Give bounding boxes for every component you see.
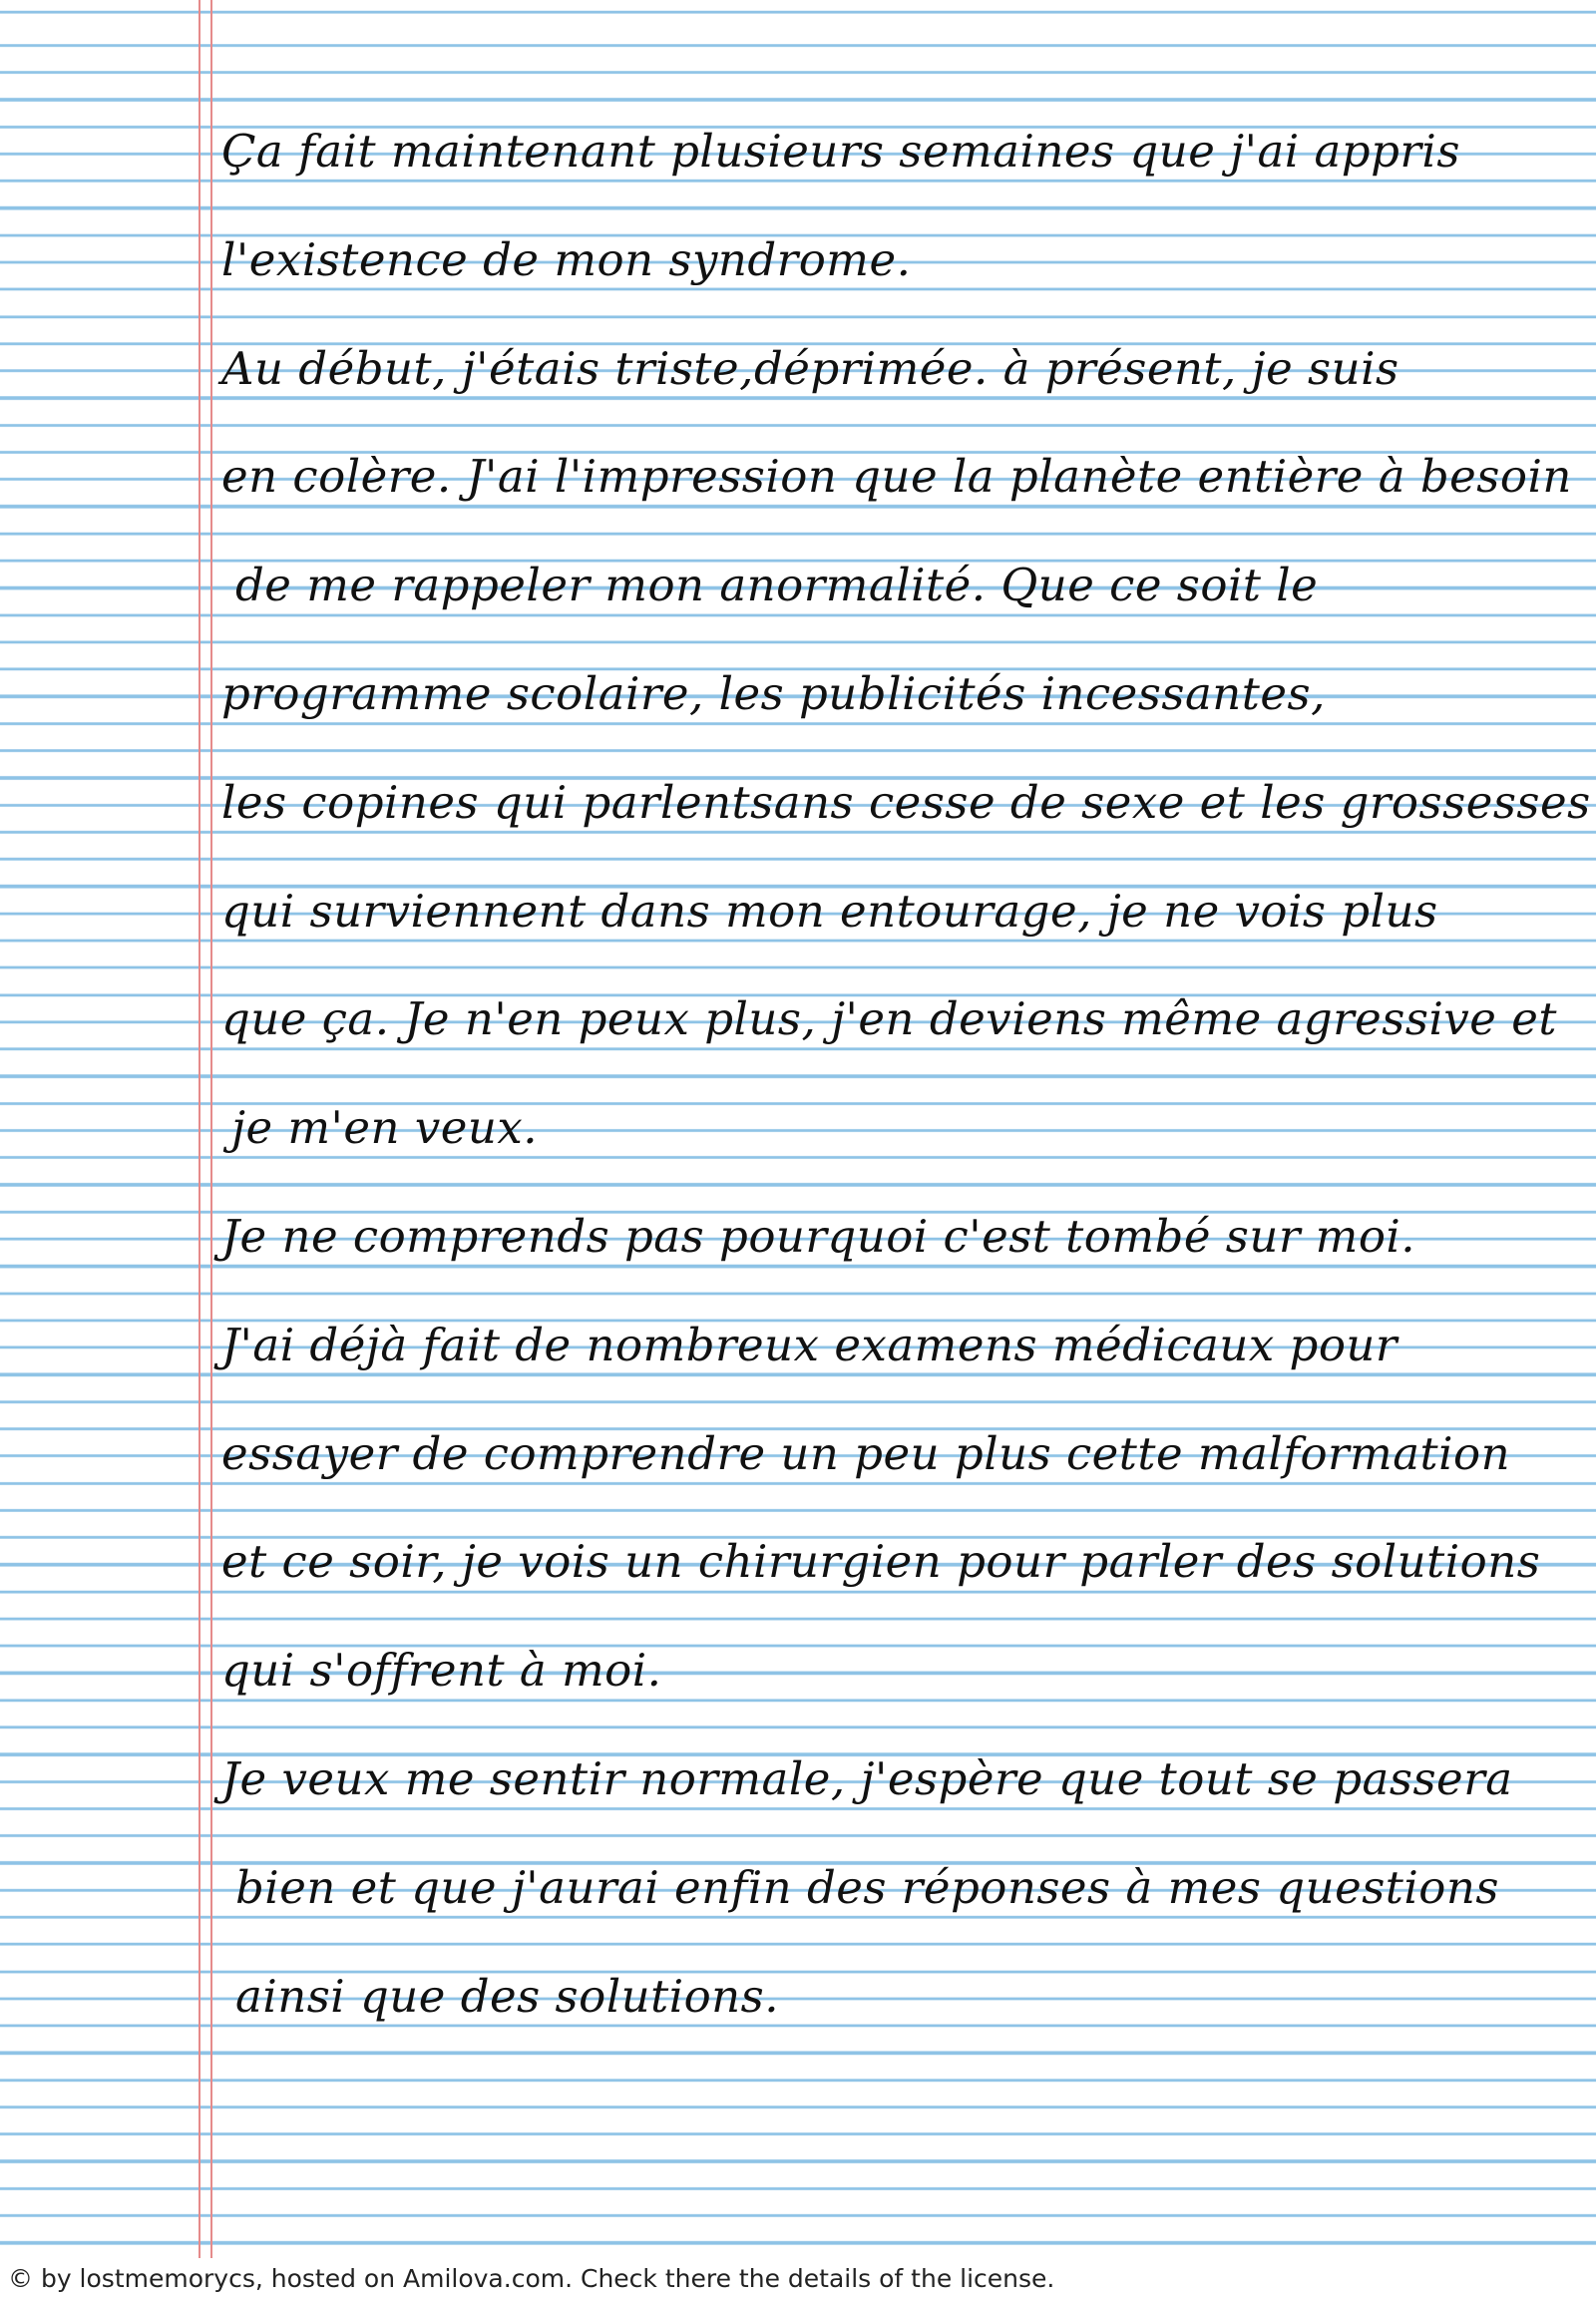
- letter-line: de me rappeler mon anormalité. Que ce soit le: [235, 559, 1319, 612]
- margin-line-left: [199, 0, 200, 2258]
- letter-line: qui surviennent dans mon entourage, je ne vois plus: [221, 884, 1438, 938]
- letter-line: ainsi que des solutions.: [235, 1969, 780, 2023]
- letter-line: en colère. J'ai l'impression que la planète entière à besoin: [221, 450, 1572, 504]
- letter-line: Au début, j'étais triste,déprimée. à présent, je suis: [221, 341, 1399, 395]
- handwritten-letter: [221, 98, 1591, 2051]
- letter-line: l'existence de mon syndrome.: [221, 232, 912, 286]
- letter-line: que ça. Je n'en peux plus, j'en deviens même agressive et: [221, 992, 1557, 1046]
- letter-line: Je veux me sentir normale, j'espère que tout se passera: [221, 1751, 1513, 1805]
- letter-line: et ce soir, je vois un chirurgien pour parler des solutions: [221, 1535, 1541, 1589]
- letter-line: Ça fait maintenant plusieurs semaines que j'ai appris: [221, 125, 1460, 178]
- letter-line: Je ne comprends pas pourquoi c'est tombé sur moi.: [221, 1209, 1416, 1263]
- letter-line: bien et que j'aurai enfin des réponses à mes questions: [235, 1860, 1499, 1914]
- letter-line: essayer de comprendre un peu plus cette malformation: [221, 1426, 1511, 1480]
- letter-line: qui s'offrent à moi.: [221, 1644, 662, 1698]
- license-credit-text: © by lostmemorycs, hosted on Amilova.com. Check there the details of the license.: [8, 2264, 1055, 2293]
- letter-line: programme scolaire, les publicités incessantes,: [221, 666, 1326, 720]
- letter-line: J'ai déjà fait de nombreux examens médicaux pour: [221, 1318, 1397, 1371]
- letter-line: les copines qui parlentsans cesse de sexe et les grossesses: [221, 775, 1591, 829]
- license-footer: [0, 2258, 1596, 2298]
- letter-line: je m'en veux.: [231, 1101, 539, 1155]
- margin-line-right: [210, 0, 212, 2258]
